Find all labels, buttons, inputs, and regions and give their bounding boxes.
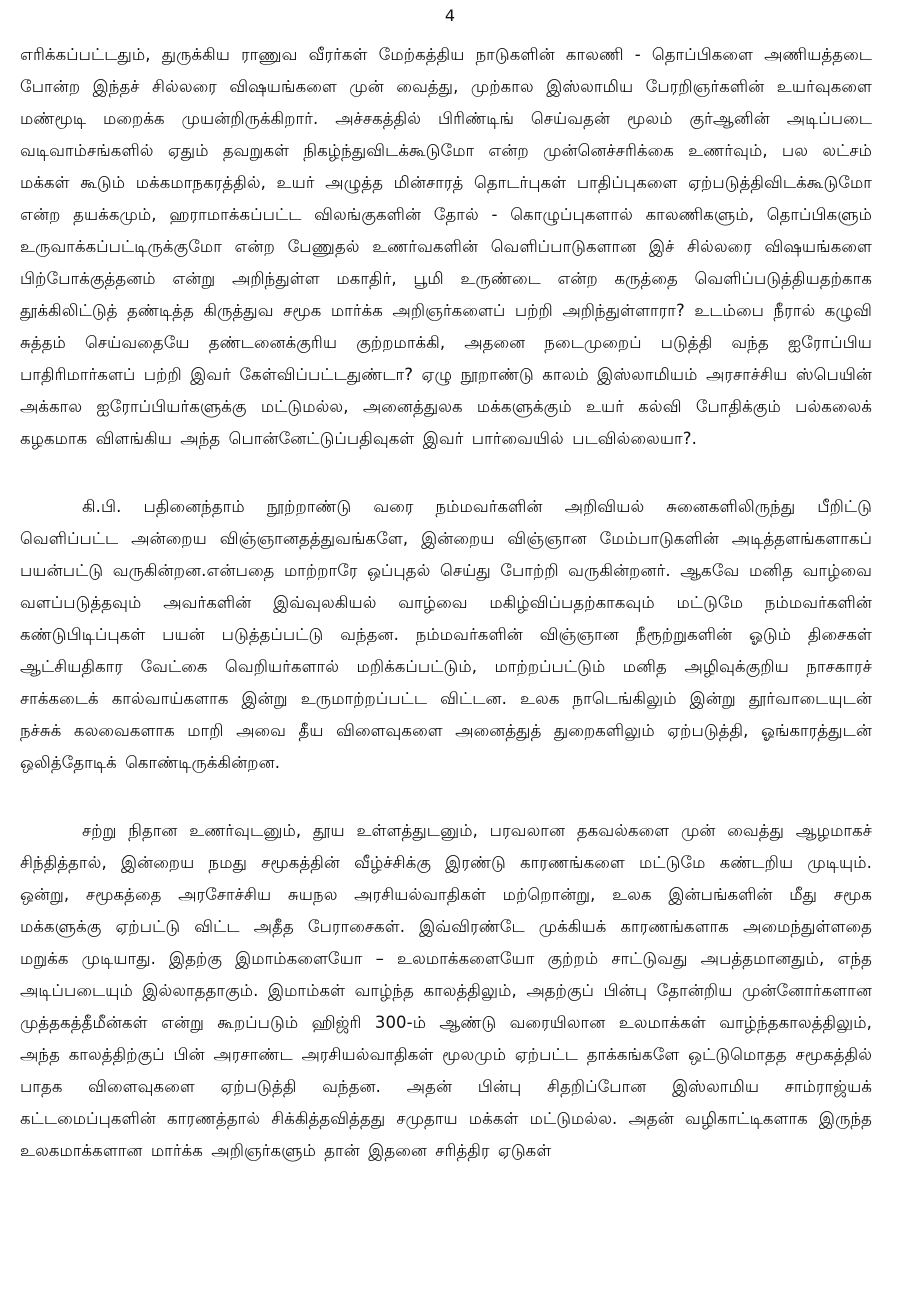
- paragraph-1: எரிக்கப்பட்டதும், துருக்கிய ராணுவ வீரர்கள் மேற்கத்திய நாடுகளின் காலணி - தொப்பிகளை அணியத்தடை போன்ற இந்தச் சில்லரை விஷயங்களை முன் வைத்து, முற்கால இஸ்லாமிய பேரறிஞர்களின் உயர்வுகளை மண்மூடி மறைக்க முயன்றிருக்கிறார். அச்சகத்தில் பிரிண்டிங் செய்வதன் மூலம் குர்ஆனின் அடிப்படை வடிவாம்சங்களில் ஏதும் தவறுகள் நிகழ்ந்துவிடக்கூடுமோ என்ற முன்னெச்சரிக்கை உணர்வும், பல லட்சம் மக்கள் கூடும் மக்கமாநகரத்தில், உயர் அழுத்த மின்சாரத் தொடர்புகள் பாதிப்புகளை ஏற்படுத்திவிடக்கூடுமோ என்ற தயக்கமும், ஹராமாக்கப்பட்ட விலங்குகளின் தோல் - கொழுப்புகளால் காலணிகளும், தொப்பிகளும் உருவாக்கப்பட்டிருக்குமோ என்ற பேணுதல் உணர்வகளின் வெளிப்பாடுகளான இச் சில்லரை விஷயங்களை பிற்போக்குத்தனம் என்று அறிந்துள்ள மகாதிர், பூமி உருண்டை என்ற கருத்தை வெளிப்படுத்தியதற்காக தூக்கிலிட்டுத் தண்டித்த கிருத்துவ சமூக மார்க்க அறிஞர்களைப் பற்றி அறிந்துள்ளாரா? உடம்பை நீரால் கழுவி சுத்தம் செய்வதையே தண்டனைக்குரிய குற்றமாக்கி, அதனை நடைமுறைப் படுத்தி வந்த ஐரோப்பிய பாதிரிமார்களப் பற்றி இவர் கேள்விப்பட்டதுண்டா? ஏழு நூறாண்டு காலம் இஸ்லாமியம் அரசாச்சிய ஸ்பெயின் அக்கால ஐரோப்பியர்களுக்கு மட்டுமல்ல, அனைத்துலக மக்களுக்கும் உயர் கல்வி போதிக்கும் பல்கலைக் கழகமாக விளங்கிய அந்த பொன்னேட்டுப்பதிவுகள் இவர் பார்வையில் படவில்லையா?.: [20, 45, 872, 448]
- paragraph-3: சற்று நிதான உணர்வுடனும், தூய உள்ளத்துடனும், பரவலான தகவல்களை முன் வைத்து ஆழமாகச் சிந்தித்தால், இன்றைய நமது சமூகத்தின் வீழ்ச்சிக்கு இரண்டு காரணங்களை மட்டுமே கண்டறிய முடியும். ஒன்று, சமூகத்தை அரசோச்சிய சுயநல அரசியல்வாதிகள் மற்றொன்று, உலக இன்பங்களின் மீது சமூக மக்களுக்கு ஏற்பட்டு விட்ட அதீத பேராசைகள். இவ்விரண்டே முக்கியக் காரணங்களாக அமைந்துள்ளதை மறுக்க முடியாது. இதற்கு இமாம்களையோ – உலமாக்களையோ குற்றம் சாட்டுவது அபத்தமானதும், எந்த அடிப்படையும் இல்லாததாகும். இமாம்கள் வாழ்ந்த காலத்திலும், அதற்குப் பின்பு தோன்றிய முன்னோர்களான முத்தகத்தீமீன்கள் என்று கூறப்படும் ஹிஜ்ரி 300-ம் ஆண்டு வரையிலான உலமாக்கள் வாழ்ந்தகாலத்திலும், அந்த காலத்திற்குப் பின் அரசாண்ட அரசியல்வாதிகள் மூலமும் ஏற்பட்ட தாக்கங்களே ஒட்டுமொதத சமூகத்தில் பாதக விளைவுகளை ஏற்படுத்தி வந்தன. அதன் பின்பு சிதறிப்போன இஸ்லாமிய சாம்ராஜ்யக் கட்டமைப்புகளின் காரணத்தால் சிக்கித்தவித்தது சமுதாய மக்கள் மட்டுமல்ல. அதன் வழிகாட்டிகளாக இருந்த உலகமாக்களான மார்க்க அறிஞர்களும் தான் இதனை சரித்திர ஏடுகள்: [20, 821, 872, 1160]
- paragraph-2: கி.பி. பதினைந்தாம் நூற்றாண்டு வரை நம்மவர்களின் அறிவியல் சுனைகளிலிருந்து பீறிட்டு வெளிப்பட்ட அன்றைய விஞ்ஞானதத்துவங்களே, இன்றைய விஞ்ஞான மேம்பாடுகளின் அடித்தளங்களாகப் பயன்பட்டு வருகின்றன.என்பதை மாற்றாரே ஒப்புதல் செய்து போற்றி வருகின்றனர். ஆகவே மனித வாழ்வை வளப்படுத்தவும் அவர்களின் இவ்வுலகியல் வாழ்வை மகிழ்விப்பதற்காகவும் மட்டுமே நம்மவர்களின் கண்டுபிடிப்புகள் பயன் படுத்தப்பட்டு வந்தன. நம்மவர்களின் விஞ்ஞான நீரூற்றுகளின் ஓடும் திசைகள் ஆட்சியதிகார வேட்கை வெறியர்களால் மறிக்கப்பட்டும், மாற்றப்பட்டும் மனித அழிவுக்குறிய நாசகாரச் சாக்கடைக் கால்வாய்களாக இன்று உருமாற்றப்பட்ட விட்டன. உலக நாடெங்கிலும் இன்று தூர்வாடையுடன் நச்சுக் கலவைகளாக மாறி அவை தீய விளைவுகளை அனைத்துத் துறைகளிலும் ஏற்படுத்தி, ஓங்காரத்துடன் ஒலித்தோடிக் கொண்டிருக்கின்றன.: [20, 497, 872, 772]
- body-text: [20, 39, 872, 1167]
- page-number: 4: [444, 6, 456, 25]
